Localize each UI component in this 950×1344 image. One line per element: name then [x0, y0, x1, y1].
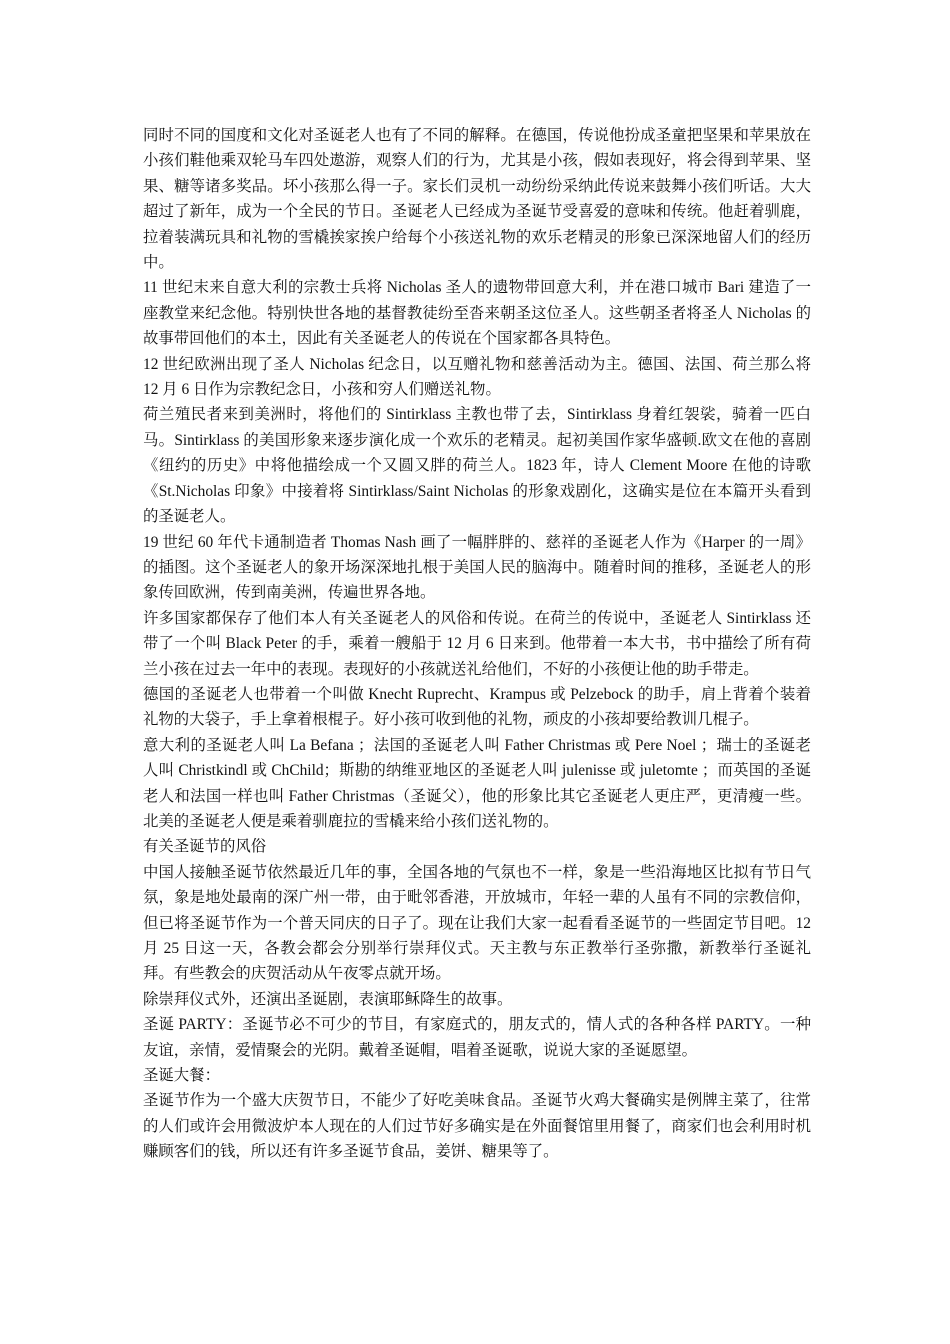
paragraph-china-christmas: 中国人接触圣诞节依然最近几年的事，全国各地的气氛也不一样，象是一些沿海地区比拟有节日气氛，象是地处最南的深广州一带，由于毗邻香港，开放城市，年轻一辈的人虽有不同的宗教信仰，但已将圣诞节作为一个普天同庆的日子了。现在让我们大家一起看看圣诞节的一些固定节目吧。12 月 25 日这一天，各教会都会分别举行崇拜仪式。天主教与东正教举行圣弥撒，新教举行圣诞礼拜。有些教会的庆贺活动从午夜零点就开场。	[143, 863, 811, 983]
paragraph-christmas-play: 除崇拜仪式外，还演出圣诞剧，表演耶稣降生的故事。	[143, 990, 513, 1008]
paragraph-german-santa-legend: 同时不同的国度和文化对圣诞老人也有了不同的解释。在德国，传说他扮成圣童把坚果和苹果放在小孩们鞋他乘双轮马车四处遨游，观察人们的行为，尤其是小孩，假如表现好，将会得到苹果、坚果、糖等诸多奖品。坏小孩那么得一子。家长们灵机一动纷纷采纳此传说来鼓舞小孩们听话。大大超过了新年，成为一个全民的节日。圣诞老人已经成为圣诞节受喜爱的意味和传统。他赶着驯鹿，拉着装满玩具和礼物的雪橇挨家挨户给每个小孩送礼物的欢乐老精灵的形象已深深地留人们的经历中。	[143, 127, 811, 272]
paragraph-dutch-colonists: 荷兰殖民者来到美洲时，将他们的 Sintirklass 主教也带了去，Sintirklass 身着红袈裟，骑着一匹白马。Sintirklass 的美国形象来逐步演化成一个欢乐的老精灵。起初美国作家华盛顿.欧文在他的喜剧《纽约的历史》中将他描绘成一个又圆又胖的荷兰人。1823 年，诗人 Clement Moore 在他的诗歌《St.Nicholas 印象》中接着将 Sintirklass/Saint Nicholas 的形象戏剧化，这确实是位在本篇开头看到的圣诞老人。	[143, 406, 811, 526]
section-heading-customs: 有关圣诞节的风俗	[143, 838, 267, 856]
paragraph-11th-century: 11 世纪末来自意大利的宗教士兵将 Nicholas 圣人的遗物带回意大利，并在港口城市 Bari 建造了一座教堂来纪念他。特别快世各地的基督教徒纷至沓来朝圣这位圣人。这些朝圣者将圣人 Nicholas 的故事带回他们的本土，因此有关圣诞老人的传说在个国家都各具特色。	[143, 279, 811, 348]
paragraph-german-helper: 德国的圣诞老人也带着一个叫做 Knecht Ruprecht、Krampus 或 Pelzebock 的助手，肩上背着个装着礼物的大袋子，手上拿着根棍子。好小孩可收到他的礼物，顽皮的小孩却要给教训几棍子。	[143, 685, 811, 729]
paragraph-christmas-dinner: 圣诞节作为一个盛大庆贺节日，不能少了好吃美味食品。圣诞节火鸡大餐确实是例牌主菜了，往常的人们或许会用微波炉本人现在的人们过节好多确实是在外面餐馆里用餐了，商家们也会利用时机赚顾客们的钱，所以还有许多圣诞节食品，姜饼、糖果等了。	[143, 1092, 811, 1161]
paragraph-12th-century: 12 世纪欧洲出现了圣人 Nicholas 纪念日，以互赠礼物和慈善活动为主。德国、法国、荷兰那么将 12 月 6 日作为宗教纪念日，小孩和穷人们赠送礼物。	[143, 355, 811, 399]
paragraph-christmas-dinner-heading: 圣诞大餐：	[143, 1067, 220, 1085]
paragraph-christmas-party: 圣诞 PARTY：圣诞节必不可少的节目，有家庭式的，朋友式的，情人式的各种各样 PARTY。一种友谊，亲情，爱情聚会的光阴。戴着圣诞帽，唱着圣诞歌，说说大家的圣诞愿望。	[143, 1016, 811, 1059]
document-body	[143, 123, 811, 1165]
paragraph-santa-names: 意大利的圣诞老人叫 La Befana ；法国的圣诞老人叫 Father Christmas 或 Pere Noel ；瑞士的圣诞老人叫 Christkindl 或 ChChild；斯勘的纳维亚地区的圣诞老人叫 julenisse 或 juletomte ；而英国的圣诞老人和法国一样也叫 Father Christmas（圣诞父），他的形象比其它圣诞老人更庄严，更清瘦一些。北美的圣诞老人便是乘着驯鹿拉的雪橇来给小孩们送礼物的。	[143, 736, 811, 830]
paragraph-netherlands-legend: 许多国家都保存了他们本人有关圣诞老人的风俗和传说。在荷兰的传说中，圣诞老人 Sintirklass 还带了一个叫 Black Peter 的手，乘着一艘船于 12 月 6 日来到。他带着一本大书，书中描绘了所有荷兰小孩在过去一年中的表现。表现好的小孩就送礼给他们，不好的小孩便让他的助手带走。	[143, 609, 811, 678]
paragraph-thomas-nash: 19 世纪 60 年代卡通制造者 Thomas Nash 画了一幅胖胖的、慈祥的圣诞老人作为《Harper 的一周》的插图。这个圣诞老人的象开场深深地扎根于美国人民的脑海中。随着时间的推移，圣诞老人的形象传回欧洲，传到南美洲，传遍世界各地。	[143, 533, 811, 602]
